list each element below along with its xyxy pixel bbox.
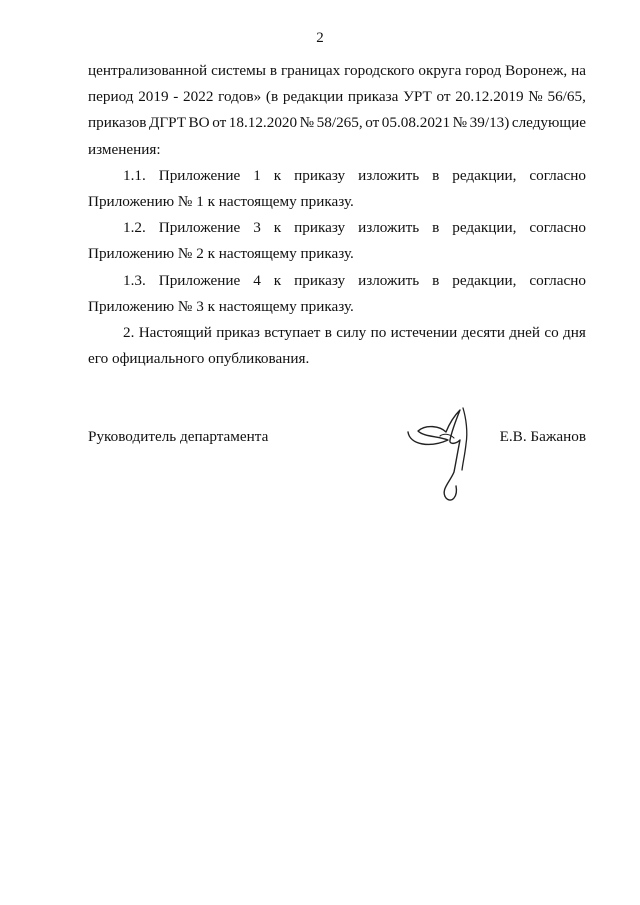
- word: на: [571, 62, 586, 79]
- word: вступает: [264, 323, 321, 341]
- word: 18.12.2020: [228, 114, 298, 132]
- signatory-name: Е.В. Бажанов: [499, 428, 586, 445]
- word: от: [436, 88, 451, 106]
- text-line: [88, 110, 586, 136]
- text-line: изменения:: [88, 140, 161, 158]
- word: округа: [418, 62, 462, 79]
- word: приказу: [294, 219, 346, 237]
- word: редакции,: [452, 166, 517, 184]
- word: городского: [344, 62, 415, 79]
- word: изложить: [358, 166, 420, 184]
- word: период: [88, 88, 134, 106]
- word: 3: [253, 219, 261, 237]
- word: 2019: [138, 88, 169, 106]
- text-line: Приложению № 2 к настоящему приказу.: [88, 245, 354, 263]
- word: ДГРТ: [148, 114, 187, 132]
- list-item-1-2: [88, 215, 586, 241]
- word: ВО: [188, 114, 210, 132]
- signature-block: [88, 400, 586, 510]
- word: Воронеж,: [505, 62, 568, 79]
- word: в: [269, 62, 278, 79]
- word: 2.: [123, 323, 135, 341]
- word: в: [324, 323, 332, 341]
- word: согласно: [529, 166, 586, 184]
- text-line: его официального опубликования.: [88, 350, 310, 368]
- word: редакции,: [452, 271, 517, 289]
- word: в: [432, 166, 440, 184]
- word: истечении: [390, 323, 458, 341]
- word: приказу: [294, 166, 346, 184]
- word: №: [452, 114, 468, 132]
- word: следующие: [511, 114, 586, 132]
- text-line: [88, 84, 586, 110]
- document-body: [88, 58, 586, 372]
- list-item-2: [88, 320, 586, 346]
- word: УРТ: [403, 88, 432, 106]
- word: Приложение: [158, 219, 241, 237]
- word: 4: [253, 271, 261, 289]
- handwritten-signature: [400, 400, 510, 510]
- word: от: [212, 114, 227, 132]
- signatory-title: Руководитель департамента: [88, 428, 269, 445]
- word: приказа: [347, 88, 399, 106]
- word: годов»: [218, 88, 262, 106]
- word: город: [465, 62, 502, 79]
- word: Приложение: [158, 166, 241, 184]
- text-line: Приложению № 3 к настоящему приказу.: [88, 297, 354, 315]
- word: со: [544, 323, 559, 341]
- word: десяти: [461, 323, 505, 341]
- word: 56/65,: [547, 88, 586, 106]
- text-line: [88, 58, 586, 84]
- word: согласно: [529, 271, 586, 289]
- word: 1: [253, 166, 261, 184]
- word: Приложение: [158, 271, 241, 289]
- word: в: [432, 271, 440, 289]
- word: 05.08.2021: [381, 114, 451, 132]
- word: к: [273, 166, 282, 184]
- word: приказов: [88, 114, 147, 132]
- word: редакции,: [452, 219, 517, 237]
- word: 1.2.: [123, 219, 146, 237]
- word: системы: [211, 62, 266, 79]
- word: централизованной: [88, 62, 208, 79]
- word: в: [432, 219, 440, 237]
- word: №: [299, 114, 315, 132]
- word: дня: [563, 323, 586, 341]
- word: изложить: [358, 271, 420, 289]
- word: дней: [509, 323, 541, 341]
- list-item-1-3: [88, 268, 586, 294]
- word: приказ: [216, 323, 260, 341]
- word: границах: [280, 62, 341, 79]
- word: к: [273, 271, 282, 289]
- word: №: [528, 88, 543, 106]
- word: согласно: [529, 219, 586, 237]
- word: (в: [265, 88, 279, 106]
- word: 58/265,: [316, 114, 363, 132]
- word: -: [173, 88, 179, 106]
- word: приказу: [294, 271, 346, 289]
- list-item-1-1: [88, 163, 586, 189]
- page-number: 2: [316, 30, 324, 46]
- word: редакции: [282, 88, 344, 106]
- word: 39/13): [469, 114, 510, 132]
- word: изложить: [358, 219, 420, 237]
- word: 1.3.: [123, 271, 146, 289]
- text-line: Приложению № 1 к настоящему приказу.: [88, 192, 354, 210]
- word: к: [273, 219, 282, 237]
- word: по: [370, 323, 387, 341]
- word: 1.1.: [123, 166, 146, 184]
- word: 20.12.2019: [455, 88, 524, 106]
- word: 2022: [183, 88, 214, 106]
- word: Настоящий: [138, 323, 212, 341]
- word: от: [365, 114, 380, 132]
- word: силу: [336, 323, 367, 341]
